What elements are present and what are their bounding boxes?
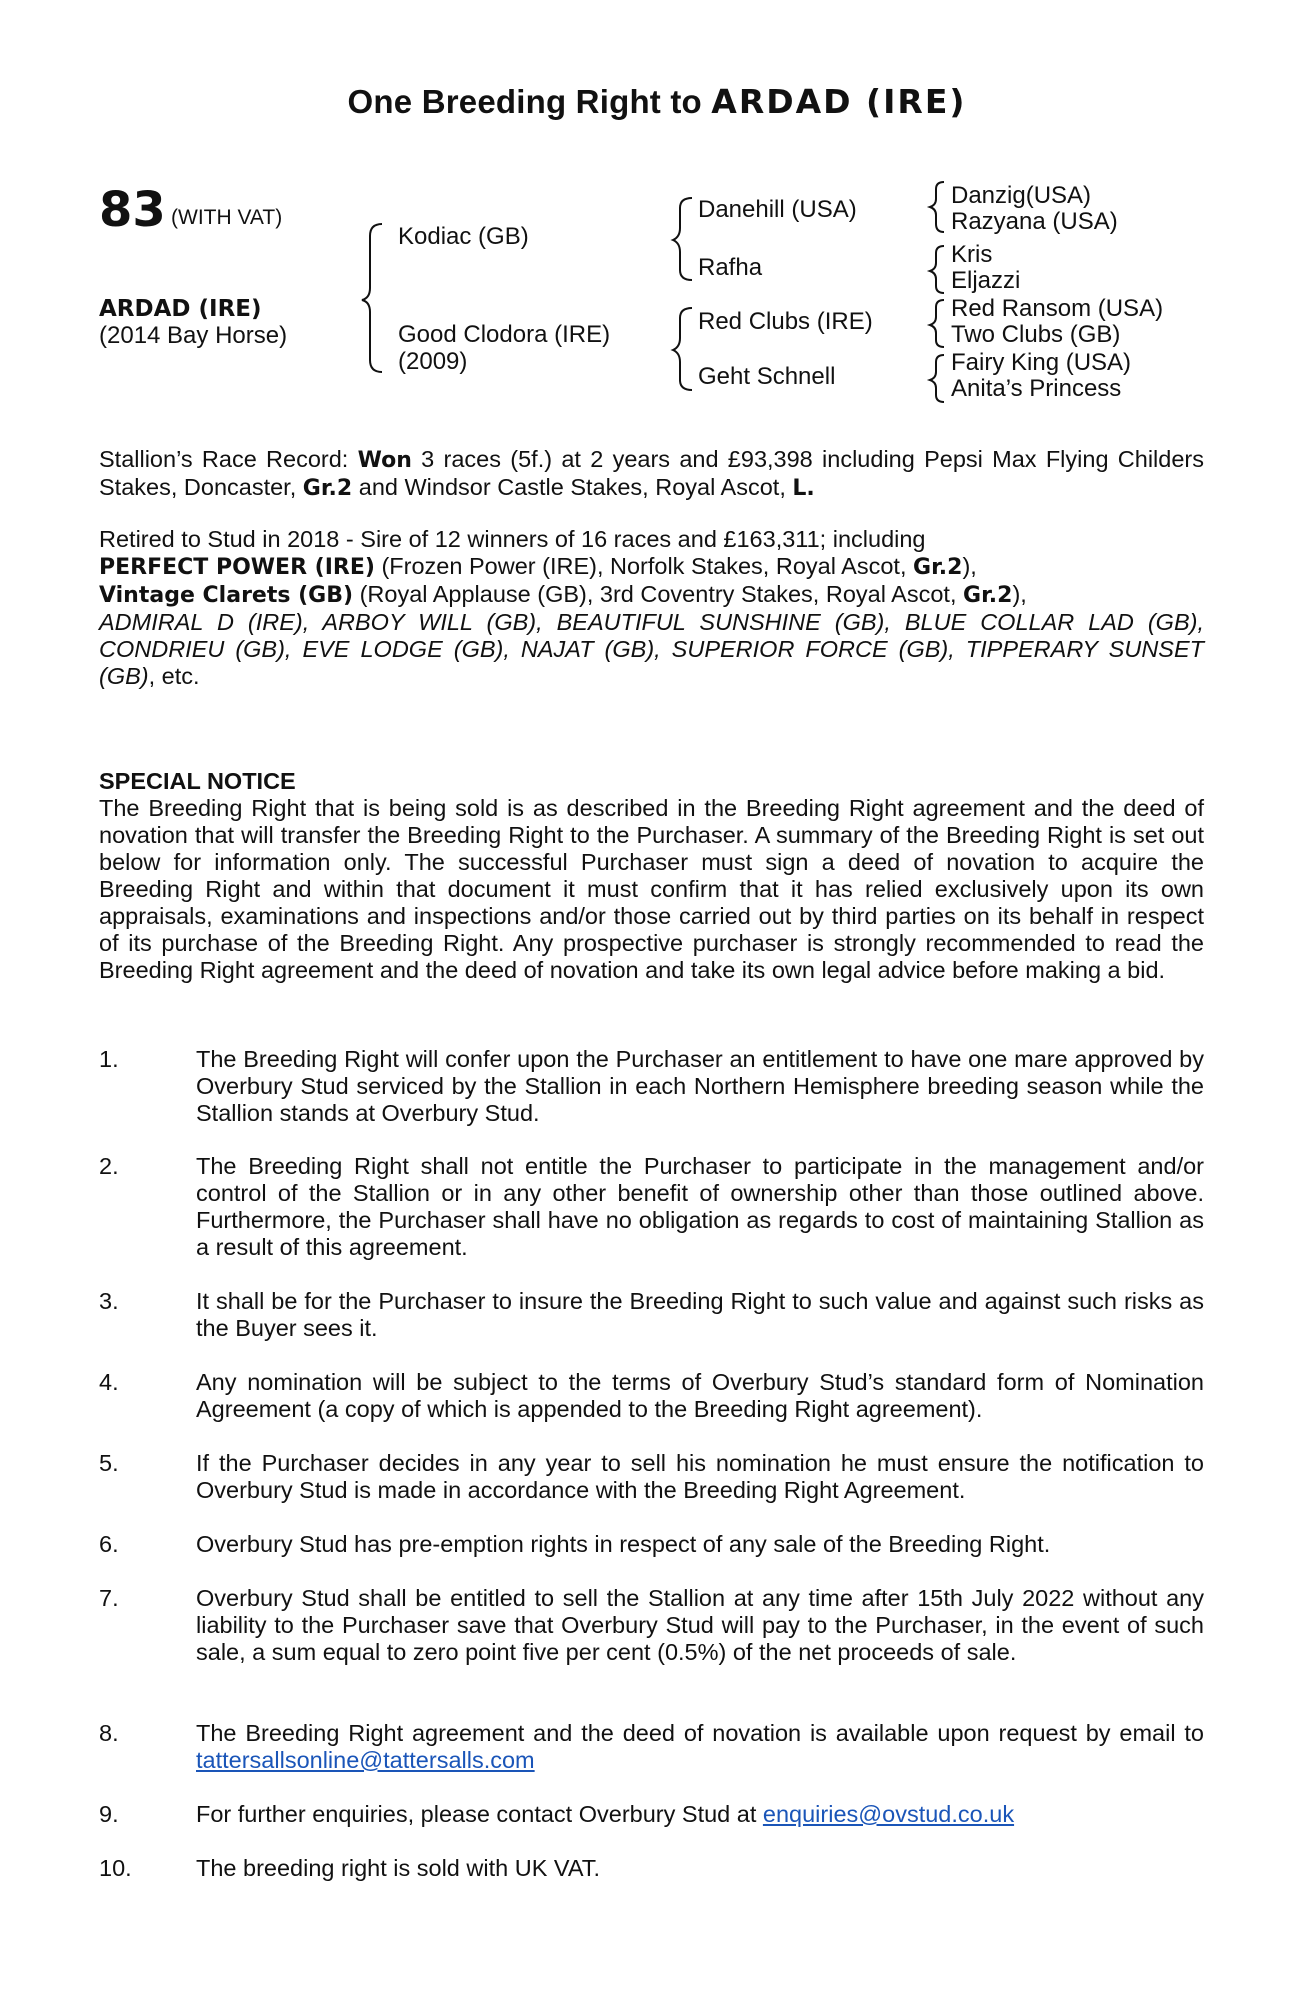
winner-1-text: (Frozen Power (IRE), Norfolk Stakes, Royal Ascot, (374, 553, 914, 579)
bracket-g4 (930, 355, 944, 402)
item-number: 7. (99, 1585, 119, 1611)
winner-2-text: (Royal Applause (GB), 3rd Coventry Stakes, Royal Ascot, (353, 581, 964, 607)
stud-record (99, 526, 1204, 690)
item-text: The breeding right is sold with UK VAT. (196, 1855, 601, 1881)
pedigree-dam-dam: Geht Schnell (698, 363, 836, 390)
bracket-dam-parents (673, 308, 692, 390)
stud-winner-2 (99, 581, 1204, 609)
pedigree-g7: Fairy King (USA) (951, 349, 1132, 376)
pedigree-g8: Anita’s Princess (951, 375, 1122, 402)
overbury-email-link[interactable]: enquiries@ovstud.co.uk (762, 1801, 1015, 1827)
pedigree-g2: Razyana (USA) (951, 208, 1118, 235)
special-notice-body: The Breeding Right that is being sold is as described in the Breeding Right agreement and the deed of novation that will transfer the Breeding Right to the Purchaser. A summary of the Breeding Right is set out below for information only. The successful Purchaser must sign a deed of novation to acquire the Breeding Right and within that document it must confirm that it has relied exclusively upon its own appraisals, examinations and inspections and/or those carried out by third parties on its behalf in respect of its purchase of the Breeding Right. Any prospective purchaser is strongly recommended to read the Breeding Right agreement and the deed of novation and take its own legal advice before making a bid. (99, 795, 1204, 983)
bracket-sire-parents (673, 198, 692, 280)
lot-number: 83 (99, 182, 166, 238)
pedigree-g1: Danzig(USA) (951, 182, 1092, 209)
horse-name: ARDAD (IRE) (99, 296, 262, 322)
winner-1-end: ), (962, 553, 977, 579)
race-record-label: Stallion’s Race Record: (99, 446, 358, 472)
pedigree-dam: Good Clodora (IRE) (398, 321, 611, 348)
item-text (196, 1720, 1204, 1774)
item-number: 10. (99, 1855, 132, 1881)
pedigree-g5: Red Ransom (USA) (951, 295, 1164, 322)
race-record-won: Won (357, 448, 412, 473)
item-text-body: The Breeding Right agreement and the deed of novation is available upon request by email to (196, 1720, 1204, 1746)
item-text: If the Purchaser decides in any year to sell his nomination he must ensure the notification to Overbury Stud is made in accordance with the Breeding Right Agreement. (196, 1450, 1204, 1503)
winner-2-end: ), (1012, 581, 1027, 607)
stud-intro: Retired to Stud in 2018 - Sire of 12 winners of 16 races and £163,311; including (99, 526, 926, 552)
item-text: Overbury Stud has pre-emption rights in respect of any sale of the Breeding Right. (196, 1531, 1051, 1557)
pedigree-sire-sire: Danehill (USA) (698, 196, 857, 223)
pedigree-dam-sire: Red Clubs (IRE) (698, 308, 873, 335)
vat-note: (WITH VAT) (171, 206, 283, 229)
bracket-g1 (930, 182, 944, 232)
pedigree-dam-year: (2009) (398, 348, 468, 375)
item-text: Overbury Stud shall be entitled to sell the Stallion at any time after 15th July 2022 without any liability to the Purchaser save that Overbury Stud will pay to the Purchaser, in the event of such sale, a sum equal to zero point five per cent (0.5%) of the net proceeds of sale. (196, 1585, 1204, 1665)
item-number: 2. (99, 1153, 119, 1179)
bracket-sire-dam (362, 224, 382, 372)
item-number: 3. (99, 1288, 119, 1314)
horse-description: (2014 Bay Horse) (99, 322, 288, 349)
pedigree-sire-dam: Rafha (698, 254, 763, 281)
item-text: Any nomination will be subject to the terms of Overbury Stud’s standard form of Nomination Agreement (a copy of which is appended to the Breeding Right agreement). (196, 1369, 1204, 1422)
item-number: 4. (99, 1369, 119, 1395)
race-record-grade: Gr.2 (302, 476, 353, 501)
item-number: 9. (99, 1801, 119, 1827)
race-record-listed: L. (792, 476, 815, 501)
item-text: It shall be for the Purchaser to insure the Breeding Right to such value and against such risks as the Buyer sees it. (196, 1288, 1204, 1341)
item-number: 8. (99, 1720, 119, 1746)
winner-2-grade: Gr.2 (963, 583, 1013, 608)
item-number: 1. (99, 1046, 119, 1072)
item-text: The Breeding Right shall not entitle the Purchaser to participate in the management and/or control of the Stallion or in any other benefit of ownership other than those outlined above. Furthermore, the Purchaser shall have no obligation as regards to cost of maintaining Stallion as a result of this agreement. (196, 1153, 1204, 1260)
stud-winner-1 (99, 553, 1204, 581)
title-horse: ARDAD (IRE) (711, 82, 967, 121)
pedigree-sire: Kodiac (GB) (398, 223, 529, 250)
item-text-body: For further enquiries, please contact Overbury Stud at (196, 1801, 763, 1827)
bracket-g2 (930, 246, 944, 293)
stud-etc: , etc. (148, 663, 200, 689)
bracket-g3 (930, 300, 944, 347)
item-text: The Breeding Right will confer upon the Purchaser an entitlement to have one mare approved by Overbury Stud serviced by the Stallion in each Northern Hemisphere breeding season while the Stallion stands at Overbury Stud. (196, 1046, 1204, 1126)
item-number: 6. (99, 1531, 119, 1557)
special-notice (99, 768, 1204, 984)
item-number: 5. (99, 1450, 119, 1476)
pedigree-g4: Eljazzi (951, 267, 1021, 294)
other-winners: ADMIRAL D (IRE), ARBOY WILL (GB), BEAUTIFUL SUNSHINE (GB), BLUE COLLAR LAD (GB), CONDRIEU (GB), EVE LODGE (GB), NAJAT (GB), SUPERIOR FORCE (GB), TIPPERARY SUNSET (GB) (99, 609, 1204, 689)
winner-2-name: Vintage Clarets (GB) (99, 583, 354, 608)
race-record-text2: and Windsor Castle Stakes, Royal Ascot, (352, 474, 793, 500)
title-prefix: One Breeding Right to (347, 83, 702, 120)
item-text (196, 1801, 1204, 1828)
special-notice-heading: SPECIAL NOTICE (99, 768, 296, 794)
stud-others (99, 609, 1204, 690)
pedigree-g6: Two Clubs (GB) (951, 321, 1121, 348)
pedigree-g3: Kris (951, 241, 993, 268)
winner-1-grade: Gr.2 (913, 555, 963, 580)
winner-1-name: PERFECT POWER (IRE) (99, 555, 375, 580)
race-record-text1: 3 races (5f.) at 2 years and £93,398 including Pepsi Max Flying Childers Stakes, Doncaster, (99, 446, 1204, 500)
race-record (99, 446, 1204, 502)
tattersalls-email-link[interactable]: tattersallsonline@tattersalls.com (196, 1747, 535, 1773)
